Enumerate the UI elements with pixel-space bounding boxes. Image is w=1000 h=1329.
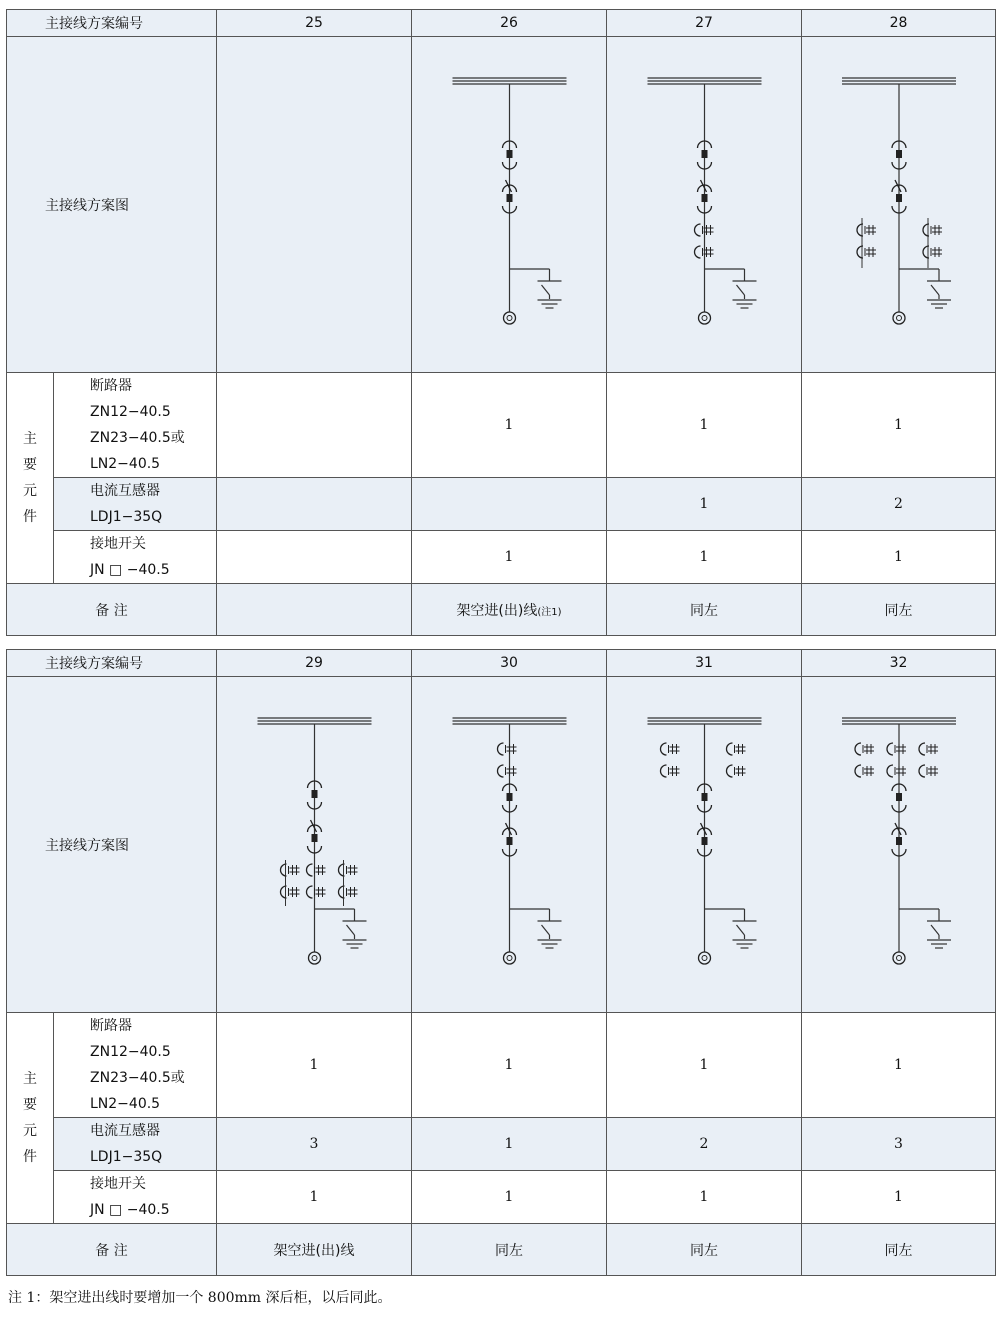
cable-head-icon <box>893 312 905 324</box>
earth-qty: 1 <box>607 1171 802 1224</box>
diagram-cell <box>412 677 607 1013</box>
ct-qty: 2 <box>607 1118 802 1171</box>
ct-icon <box>887 765 893 777</box>
single-line-diagram <box>802 37 996 372</box>
diagram-row <box>7 677 996 1013</box>
breaker-qty: 1 <box>217 1013 412 1118</box>
ct-icon <box>695 246 701 258</box>
scheme-no-label: 主接线方案编号 <box>7 650 217 677</box>
earth-qty: 1 <box>412 531 607 584</box>
scheme-number: 32 <box>802 650 996 677</box>
ct-icon <box>498 765 504 777</box>
breaker-icon <box>702 793 708 801</box>
breaker-icon <box>702 194 708 202</box>
cable-head-icon <box>504 312 516 324</box>
breaker-qty: 1 <box>412 1013 607 1118</box>
earth-qty <box>217 531 412 584</box>
remarks-label: 备 注 <box>7 1224 217 1276</box>
scheme-number: 30 <box>412 650 607 677</box>
breaker-icon <box>702 150 708 158</box>
earth-switch-icon <box>931 925 939 935</box>
ct-icon <box>307 886 313 898</box>
diagram-cell <box>217 677 412 1013</box>
breaker-icon <box>896 793 902 801</box>
scheme-diagram-label: 主接线方案图 <box>7 677 217 1013</box>
remark-cell: 同左 <box>412 1224 607 1276</box>
cable-head-icon <box>504 952 516 964</box>
ct-qty: 2 <box>802 478 996 531</box>
earth-switch-icon <box>347 925 355 935</box>
breaker-row <box>7 1013 996 1118</box>
diagram-cell <box>607 677 802 1013</box>
ct-row <box>7 1118 996 1171</box>
cable-head-icon <box>507 316 512 321</box>
ct-qty: 3 <box>802 1118 996 1171</box>
ct-label: 电流互感器 LDJ1−35Q <box>54 478 217 531</box>
breaker-qty: 1 <box>802 373 996 478</box>
diagram-cell <box>607 37 802 373</box>
cable-head-icon <box>699 952 711 964</box>
ct-qty <box>217 478 412 531</box>
ct-icon <box>498 743 504 755</box>
diagram-row <box>7 37 996 373</box>
main-components-label: 主 要 元 件 <box>7 373 54 584</box>
earth-qty: 1 <box>607 531 802 584</box>
diagram-cell <box>802 37 996 373</box>
ct-icon <box>307 864 313 876</box>
breaker-icon <box>702 837 708 845</box>
remark-cell: 同左 <box>802 584 996 636</box>
cable-head-icon <box>702 956 707 961</box>
header-row <box>7 650 996 677</box>
breaker-icon <box>896 837 902 845</box>
ct-icon <box>727 743 733 755</box>
earth-switch-icon <box>542 285 550 295</box>
earth-qty: 1 <box>412 1171 607 1224</box>
footnote: 注 1：架空进出线时要增加一个 800mm 深后柜，以后同此。 <box>8 1290 392 1306</box>
single-line-diagram <box>802 677 996 1012</box>
scheme-no-label: 主接线方案编号 <box>7 10 217 37</box>
earth-switch-label: 接地开关 JN □ −40.5 <box>54 531 217 584</box>
ct-icon <box>919 765 925 777</box>
breaker-qty: 1 <box>607 373 802 478</box>
scheme-table-1 <box>6 9 996 636</box>
breaker-label: 断路器 ZN12−40.5 ZN23−40.5或 LN2−40.5 <box>54 1013 217 1118</box>
ct-icon <box>727 765 733 777</box>
earth-switch-icon <box>737 285 745 295</box>
ct-icon <box>855 743 861 755</box>
ct-icon <box>661 743 667 755</box>
ct-label: 电流互感器 LDJ1−35Q <box>54 1118 217 1171</box>
diagram-cell <box>802 677 996 1013</box>
breaker-icon <box>896 194 902 202</box>
ct-qty: 3 <box>217 1118 412 1171</box>
remarks-row <box>7 1224 996 1276</box>
single-line-diagram <box>607 37 802 372</box>
scheme-number: 29 <box>217 650 412 677</box>
earth-qty: 1 <box>802 1171 996 1224</box>
cable-head-icon <box>897 316 902 321</box>
breaker-qty <box>217 373 412 478</box>
diagram-cell <box>217 37 412 373</box>
breaker-icon <box>312 834 318 842</box>
remark-cell: 架空进(出)线(注1) <box>412 584 607 636</box>
remarks-label: 备 注 <box>7 584 217 636</box>
earth-switch-label: 接地开关 JN □ −40.5 <box>54 1171 217 1224</box>
earth-switch-icon <box>737 925 745 935</box>
earth-qty: 1 <box>802 531 996 584</box>
remark-cell: 同左 <box>607 584 802 636</box>
ct-qty: 1 <box>412 1118 607 1171</box>
single-line-diagram <box>607 677 802 1012</box>
earth-switch-row <box>7 531 996 584</box>
ct-icon <box>887 743 893 755</box>
earth-switch-row <box>7 1171 996 1224</box>
earth-qty: 1 <box>217 1171 412 1224</box>
single-line-diagram <box>217 677 412 1012</box>
ct-icon <box>855 765 861 777</box>
ct-icon <box>919 743 925 755</box>
scheme-number: 25 <box>217 10 412 37</box>
single-line-diagram <box>412 37 607 372</box>
breaker-qty: 1 <box>607 1013 802 1118</box>
ct-icon <box>695 224 701 236</box>
remark-cell: 架空进(出)线 <box>217 1224 412 1276</box>
cable-head-icon <box>699 312 711 324</box>
header-row <box>7 10 996 37</box>
breaker-qty: 1 <box>802 1013 996 1118</box>
breaker-qty: 1 <box>412 373 607 478</box>
remark-cell <box>217 584 412 636</box>
breaker-icon <box>312 790 318 798</box>
cable-head-icon <box>893 952 905 964</box>
ct-qty <box>412 478 607 531</box>
breaker-row <box>7 373 996 478</box>
cable-head-icon <box>309 952 321 964</box>
cable-head-icon <box>702 316 707 321</box>
ct-qty: 1 <box>607 478 802 531</box>
cable-head-icon <box>507 956 512 961</box>
breaker-icon <box>507 837 513 845</box>
earth-switch-icon <box>542 925 550 935</box>
remark-cell: 同左 <box>802 1224 996 1276</box>
ct-row <box>7 478 996 531</box>
breaker-icon <box>507 194 513 202</box>
ct-icon <box>661 765 667 777</box>
breaker-icon <box>896 150 902 158</box>
breaker-icon <box>507 150 513 158</box>
breaker-icon <box>507 793 513 801</box>
main-components-label: 主 要 元 件 <box>7 1013 54 1224</box>
cable-head-icon <box>312 956 317 961</box>
scheme-table-2 <box>6 649 996 1276</box>
remarks-row <box>7 584 996 636</box>
scheme-number: 28 <box>802 10 996 37</box>
scheme-number: 27 <box>607 10 802 37</box>
scheme-diagram-label: 主接线方案图 <box>7 37 217 373</box>
diagram-cell <box>412 37 607 373</box>
earth-switch-icon <box>931 285 939 295</box>
cable-head-icon <box>897 956 902 961</box>
breaker-label: 断路器 ZN12−40.5 ZN23−40.5或 LN2−40.5 <box>54 373 217 478</box>
scheme-number: 31 <box>607 650 802 677</box>
remark-cell: 同左 <box>607 1224 802 1276</box>
single-line-diagram <box>412 677 607 1012</box>
scheme-number: 26 <box>412 10 607 37</box>
